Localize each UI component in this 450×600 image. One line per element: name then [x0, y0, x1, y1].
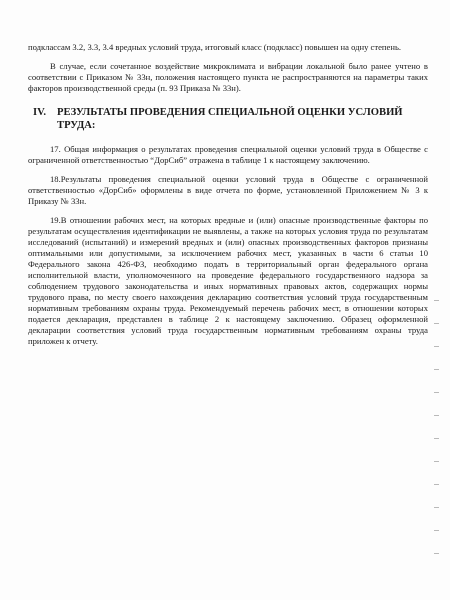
section-heading [28, 106, 428, 132]
paragraph-17: 17. Общая информация о результатах проведения специальной оценки условий труда в Обществе с ограниченной ответственностью “ДорСиб” отражена в таблице 1 к настоящему заключению. [28, 144, 428, 165]
section-number: IV. [33, 107, 47, 118]
section-title: РЕЗУЛЬТАТЫ ПРОВЕДЕНИЯ СПЕЦИАЛЬНОЙ ОЦЕНКИ УСЛОВИЙ ТРУДА: [57, 107, 403, 131]
page-edge-marks [434, 300, 440, 590]
paragraph-microclimate: В случае, если сочетанное воздействие микроклимата и вибрации локальной было ранее учтено в соответствии с Приказом № 33н, положения настоящего пункта не распространяются на параметры таких факторов производственной среды (п. 93 Приказа № 33н). [28, 61, 428, 93]
paragraph-19: 19.В отношении рабочих мест, на которых вредные и (или) опасные производственные факторы по результатам осуществления идентификации не выявлены, а также на которых условия труда по результатам исследований (испытаний) и измерений вредных и (или) опасных производственных факторов признаны оптимальными или допустимыми, за исключением рабочих мест, указанных в части 6 статьи 10 Федерального закона 426-ФЗ, необходимо подать в территориальный орган федерального органа исполнительной власти, уполномоченного на проведение федерального государственного надзора за соблюдением трудового законодательства и иных нормативных правовых актов, содержащих нормы трудового права, по месту своего нахождения декларацию соответствия условий труда государственным нормативным требованиям охраны труда. Рекомендуемый перечень рабочих мест, в отношении которых подается декларация, представлен в таблице 2 к настоящему заключению. Образец оформленной декларации соответствия условий труда государственным нормативным требованиям охраны труда приложен к отчету. [28, 215, 428, 346]
paragraph-top: подклассам 3.2, 3.3, 3.4 вредных условий труда, итоговый класс (подкласс) повышен на одну степень. [28, 42, 402, 52]
paragraph-18: 18.Результаты проведения специальной оценки условий труда в Обществе с ограниченной ответственностью «ДорСиб» оформлены в виде отчета по форме, установленной Приложением № 3 к Приказу № 33н. [28, 174, 428, 206]
document-body [28, 42, 428, 355]
